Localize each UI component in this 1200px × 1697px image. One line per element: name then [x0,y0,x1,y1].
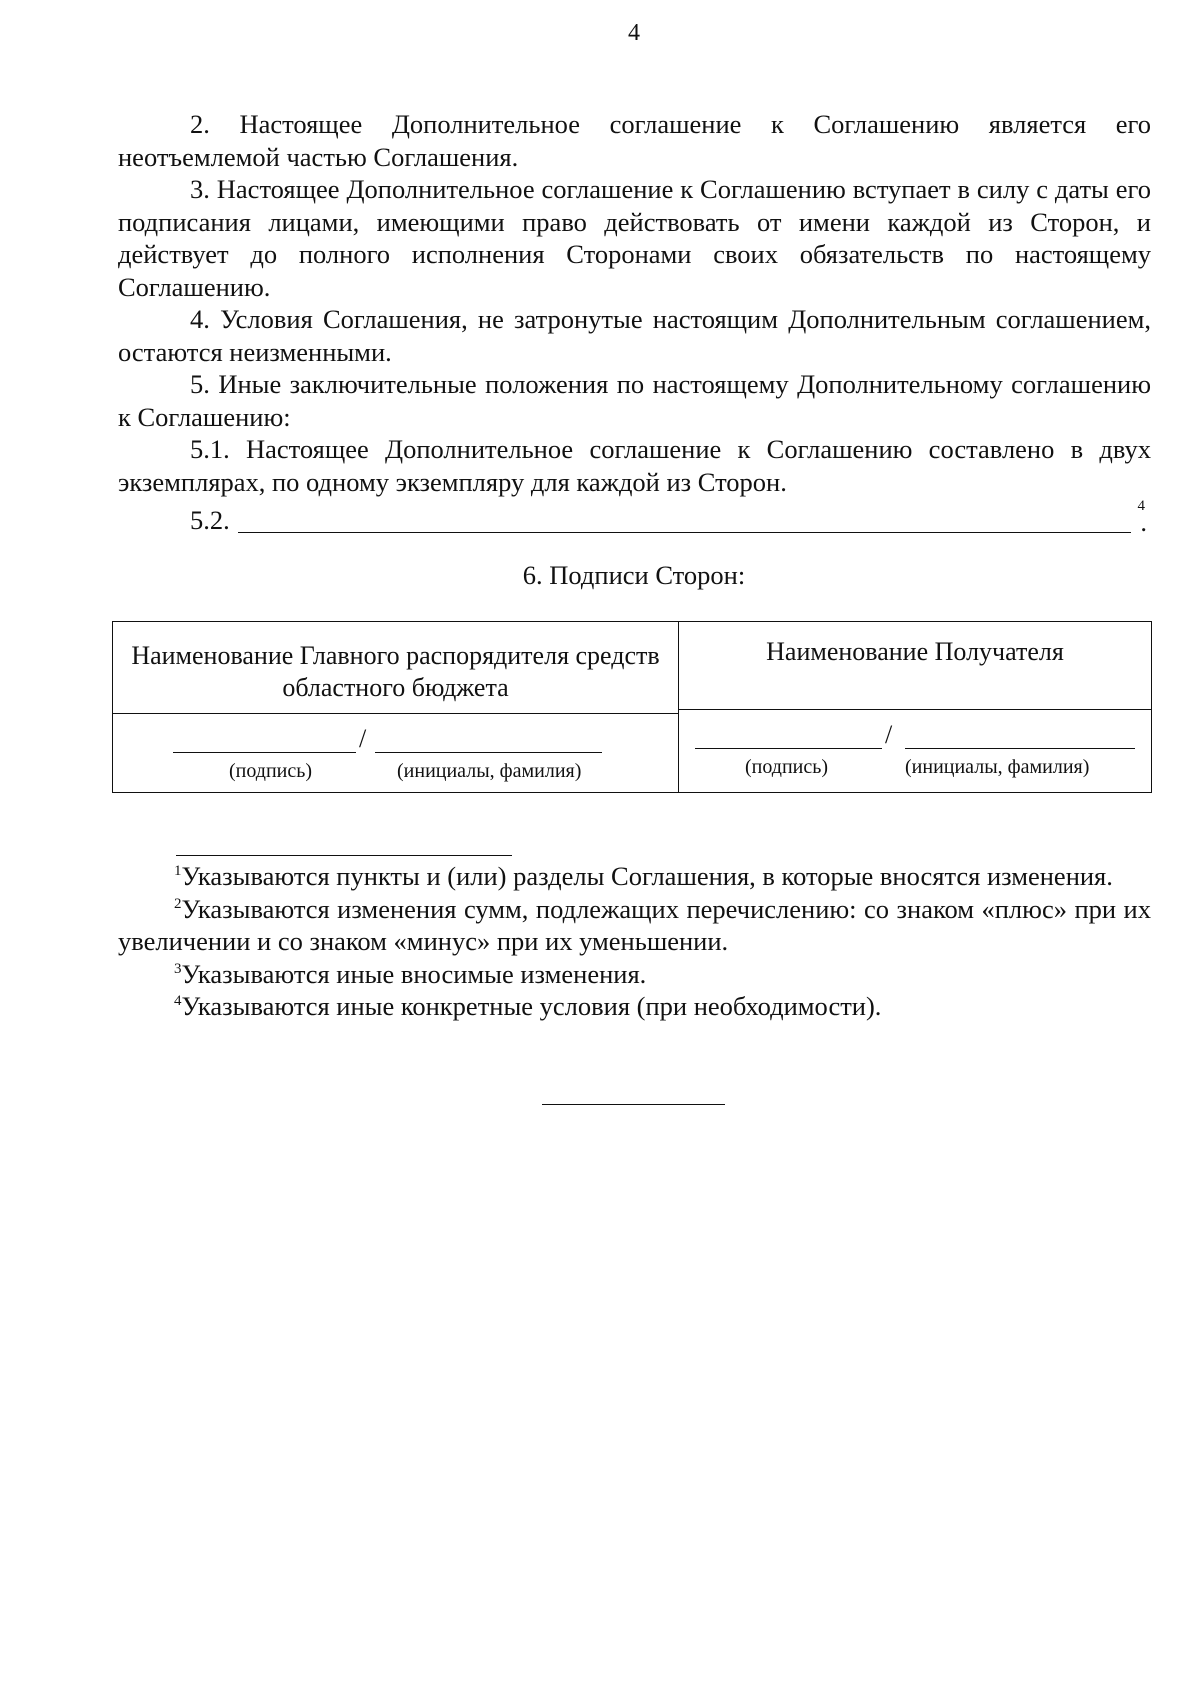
footnote-1-mark: 1 [174,863,182,879]
footnote-separator [176,855,512,856]
main-manager-header: Наименование Главного распорядителя средств областного бюджета [113,622,678,714]
footnote-1-text: Указываются пункты и (или) разделы Соглашения, в которые вносятся изменения. [181,861,1113,891]
recipient-header: Наименование Получателя [679,622,1151,710]
footnote-4 [118,990,1151,1023]
paragraph-5-2-label: 5.2. [190,505,230,535]
paragraph-5-1: 5.1. Настоящее Дополнительное соглашение к Соглашению составлено в двух экземплярах, по одному экземпляру для каждой из Сторон. [118,434,1151,497]
fill-in-blank-line [238,532,1131,533]
paragraph-5-2-end: . [1140,507,1147,537]
name-line [375,752,602,753]
paragraph-4: 4. Условия Соглашения, не затронутые настоящим Дополнительным соглашением, остаются неизменными. [118,304,1151,367]
signatures-table [112,621,1152,793]
name-line [905,748,1135,749]
agreement-body [118,108,1151,538]
signature-column-main-manager [113,622,679,792]
paragraph-3: 3. Настоящее Дополнительное соглашение к Соглашению вступает в силу с даты его подписания лицами, имеющими право действовать от имени каждой из Сторон, и действует до полного исполнения Сторонами своих обязательств по настоящему Соглашению. [118,174,1151,302]
footnote-mark-4: 4 [1137,498,1145,514]
page-number: 4 [628,20,640,46]
name-caption: (инициалы, фамилия) [397,760,582,782]
paragraph-5-2 [118,498,1151,538]
main-manager-signature-area [113,714,678,792]
footnote-3-text: Указываются иные вносимые изменения. [181,958,647,989]
footnote-4-text: Указываются иные конкретные условия (при необходимости). [181,991,882,1021]
footnote-4-mark: 4 [174,993,182,1009]
signature-column-recipient [679,622,1151,792]
footnote-1 [118,860,1151,893]
footnote-3 [118,958,1151,991]
footnote-3-mark: 3 [174,960,182,977]
recipient-signature-area [679,710,1151,792]
signature-line [173,752,356,753]
name-caption: (инициалы, фамилия) [905,756,1090,778]
signature-caption: (подпись) [745,756,829,778]
footnote-2-text: Указываются изменения сумм, подлежащих перечислению: со знаком «плюс» при их увеличении и со знаком «минус» при их уменьшении. [118,893,1151,956]
signature-line [695,748,882,749]
footnotes [118,860,1151,1023]
signature-slash: / [359,724,367,753]
footnote-2 [118,893,1151,958]
signatures-title: 6. Подписи Сторон: [522,560,746,590]
paragraph-2: 2. Настоящее Дополнительное соглашение к Соглашению является его неотъемлемой частью Соглашения. [118,109,1151,172]
document-end-rule [542,1104,725,1105]
paragraph-5: 5. Иные заключительные положения по настоящему Дополнительному соглашению к Соглашению: [118,369,1151,432]
signature-slash: / [885,720,893,749]
signature-caption: (подпись) [229,760,313,782]
footnote-2-mark: 2 [174,895,182,912]
